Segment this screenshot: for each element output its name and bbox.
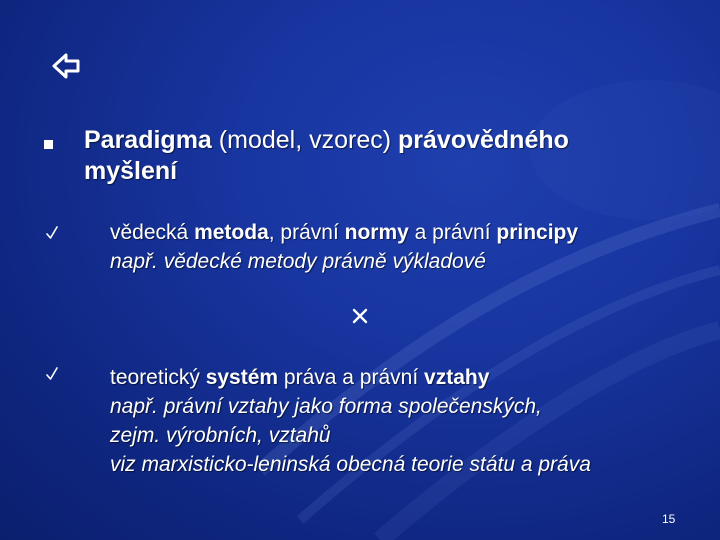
item2-example-1: např. právní vztahy jako forma společenských, [110,395,542,418]
times-icon [352,308,368,324]
bullet-item-theoretical-system [110,363,710,479]
item2-text-c: práva a právní [278,366,425,389]
heading-term-3: myšlení [84,157,178,185]
item1-line1 [110,218,710,247]
heading-parenthetical: (model, vzorec) [211,126,399,154]
item2-text-d: vztahy [424,366,490,389]
slide-heading [84,125,684,187]
item2-text-b: systém [205,366,279,389]
square-bullet-icon [44,140,53,149]
item1-text-d: normy [344,221,409,244]
item1-text-e: a právní [408,221,497,244]
item1-text-b: metoda [194,221,269,244]
item1-text-c: , právní [268,221,345,244]
checkmark-icon [46,367,58,381]
heading-term: Paradigma [84,126,212,154]
item2-line1 [110,363,710,392]
return-arrow-icon[interactable] [44,50,84,82]
item2-text-a: teoretický [110,366,206,389]
page-number: 15 [662,512,676,526]
heading-term-2: právovědného [398,126,569,154]
item1-text-f: principy [496,221,579,244]
checkmark-icon [46,226,58,240]
bullet-item-scientific-method [110,218,710,276]
item1-text-a: vědecká [110,221,195,244]
item2-example-2: zejm. výrobních, vztahů [110,424,331,447]
item1-example: např. vědecké metody právně výkladové [110,250,486,273]
item2-example-3: viz marxisticko-leninská obecná teorie státu a práva [110,453,591,476]
